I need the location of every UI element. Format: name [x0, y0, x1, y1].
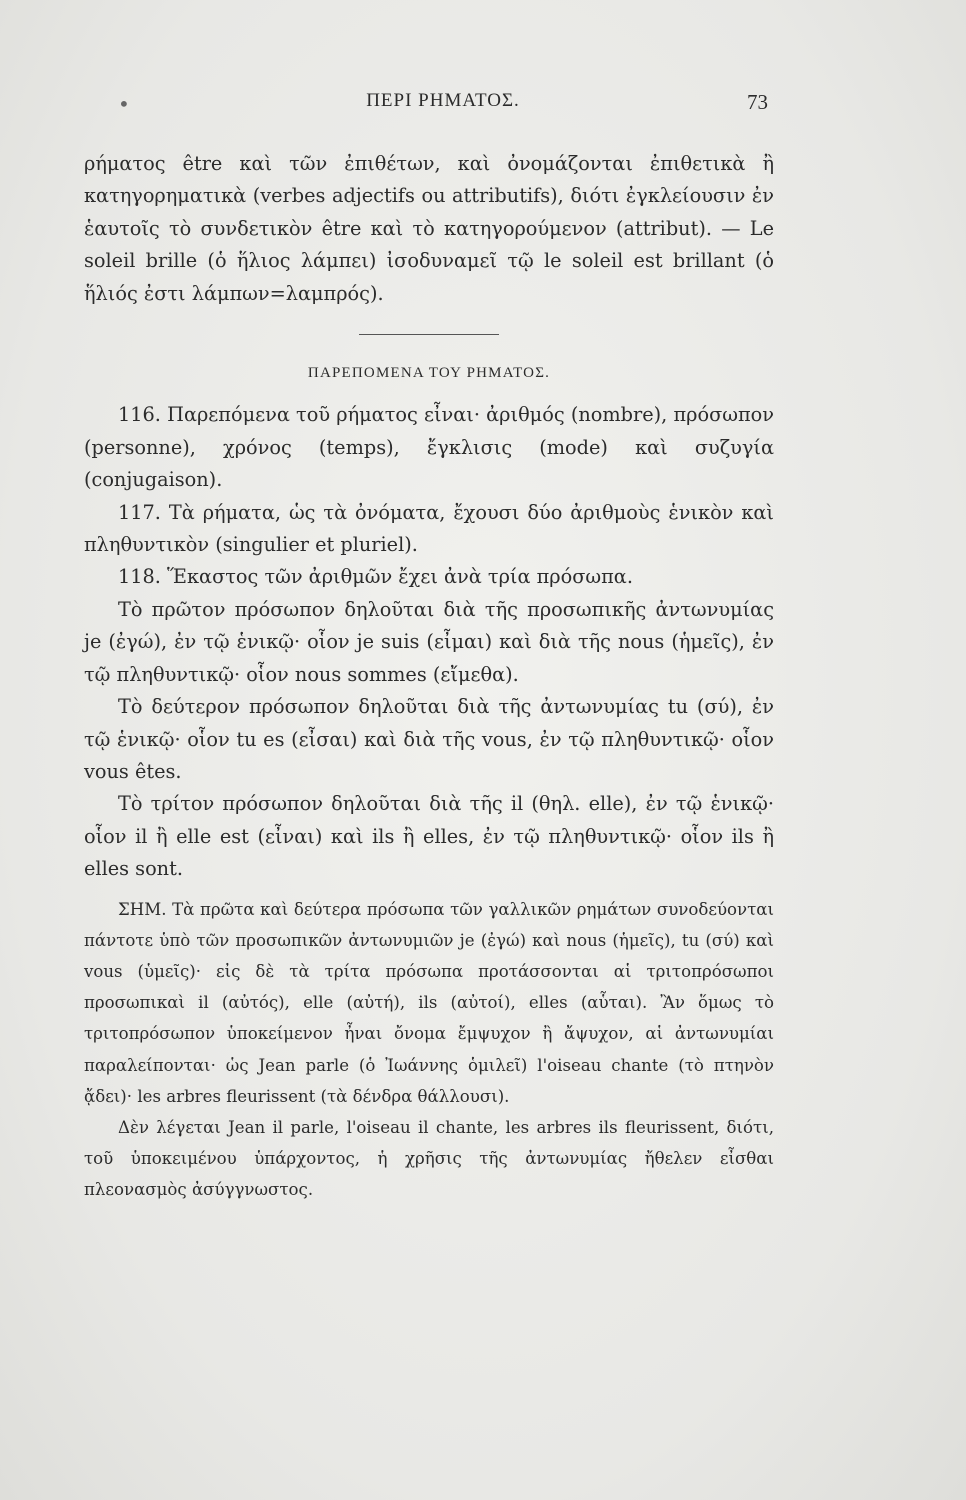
- page-body: [84, 148, 774, 1206]
- paragraph-117: 117. Τὰ ρήματα, ὡς τὰ ὀνόματα, ἔχουσι δύο ἀριθμοὺς ἑνικὸν καὶ πληθυντικὸν (singulier et pluriel).: [84, 500, 774, 557]
- section-divider: [359, 334, 499, 335]
- running-header: [118, 90, 768, 122]
- header-bullet: •: [118, 92, 130, 116]
- second-person-paragraph: Τὸ δεύτερον πρόσωπον δηλοῦται διὰ τῆς ἀντωνυμίας tu (σύ), ἐν τῷ ἑνικῷ· οἷον tu es (εἶσαι) καὶ διὰ τῆς vous, ἐν τῷ πληθυντικῷ· οἷον vous êtes.: [84, 695, 774, 783]
- paragraph-118: 118. Ἕκαστος τῶν ἀριθμῶν ἔχει ἀνὰ τρία πρόσωπα.: [118, 565, 633, 589]
- intro-paragraph: ρήματος être καὶ τῶν ἐπιθέτων, καὶ ὀνομάζονται ἐπιθετικὰ ἢ κατηγορηματικὰ (verbes adjectifs ou attributifs), διότι ἐγκλείουσιν ἐν ἑαυτοῖς τὸ συνδετικὸν être καὶ τὸ κατηγορούμενον (attribut). — Le soleil brille (ὁ ἥλιος λάμπει) ἰσοδυναμεῖ τῷ le soleil est brillant (ὁ ἥλιός ἐστι λάμπων=λαμπρός).: [84, 152, 774, 305]
- page-number: 73: [747, 90, 768, 114]
- chapter-title: ΠΕΡΙ ΡΗΜΑΤΟΣ.: [366, 90, 520, 111]
- note-paragraph: ΣΗΜ. Τὰ πρῶτα καὶ δεύτερα πρόσωπα τῶν γαλλικῶν ρημάτων συνοδεύονται πάντοτε ὑπὸ τῶν προσωπικῶν ἀντωνυμιῶν je (ἐγώ) καὶ nous (ἡμεῖς), tu (σύ) καὶ vous (ὑμεῖς)· εἰς δὲ τὰ τρίτα πρόσωπα προτάσσονται αἱ τριτοπρόσωποι προσωπικαὶ il (αὐτός), elle (αὐτή), ils (αὐτοί), elles (αὗται). Ἂν ὅμως τὸ τριτοπρόσωπον ὑποκείμενον ἦναι ὄνομα ἔμψυχον ἢ ἄψυχον, αἱ ἀντωνυμίαι παραλείπονται· ὡς Jean parle (ὁ Ἰωάννης ὁμιλεῖ) l'oiseau chante (τὸ πτηνὸν ᾄδει)· les arbres fleurissent (τὰ δένδρα θάλλουσι).: [84, 899, 774, 1106]
- paragraph-116: 116. Παρεπόμενα τοῦ ρήματος εἶναι· ἀριθμός (nombre), πρόσωπον (personne), χρόνος (temps), ἔγκλισις (mode) καὶ συζυγία (conjugaison).: [84, 403, 774, 492]
- note-continuation: Δὲν λέγεται Jean il parle, l'oiseau il chante, les arbres ils fleurissent, διότι, τοῦ ὑποκειμένου ὑπάρχοντος, ἡ χρῆσις τῆς ἀντωνυμίας ἤθελεν εἶσθαι πλεονασμὸς ἀσύγγνωστος.: [84, 1117, 774, 1200]
- third-person-paragraph: Τὸ τρίτον πρόσωπον δηλοῦται διὰ τῆς il (θηλ. elle), ἐν τῷ ἑνικῷ· οἷον il ἢ elle est (εἶναι) καὶ ils ἢ elles, ἐν τῷ πληθυντικῷ· οἷον ils ἢ elles sont.: [84, 792, 774, 881]
- first-person-paragraph: Τὸ πρῶτον πρόσωπον δηλοῦται διὰ τῆς προσωπικῆς ἀντωνυμίας je (ἐγώ), ἐν τῷ ἑνικῷ· οἷον je suis (εἶμαι) καὶ διὰ τῆς nous (ἡμεῖς), ἐν τῷ πληθυντικῷ· οἷον nous sommes (εἴμεθα).: [84, 597, 774, 686]
- note-block: [84, 894, 774, 1206]
- section-title: ΠΑΡΕΠΟΜΕΝΑ ΤΟΥ ΡΗΜΑΤΟΣ.: [307, 365, 551, 382]
